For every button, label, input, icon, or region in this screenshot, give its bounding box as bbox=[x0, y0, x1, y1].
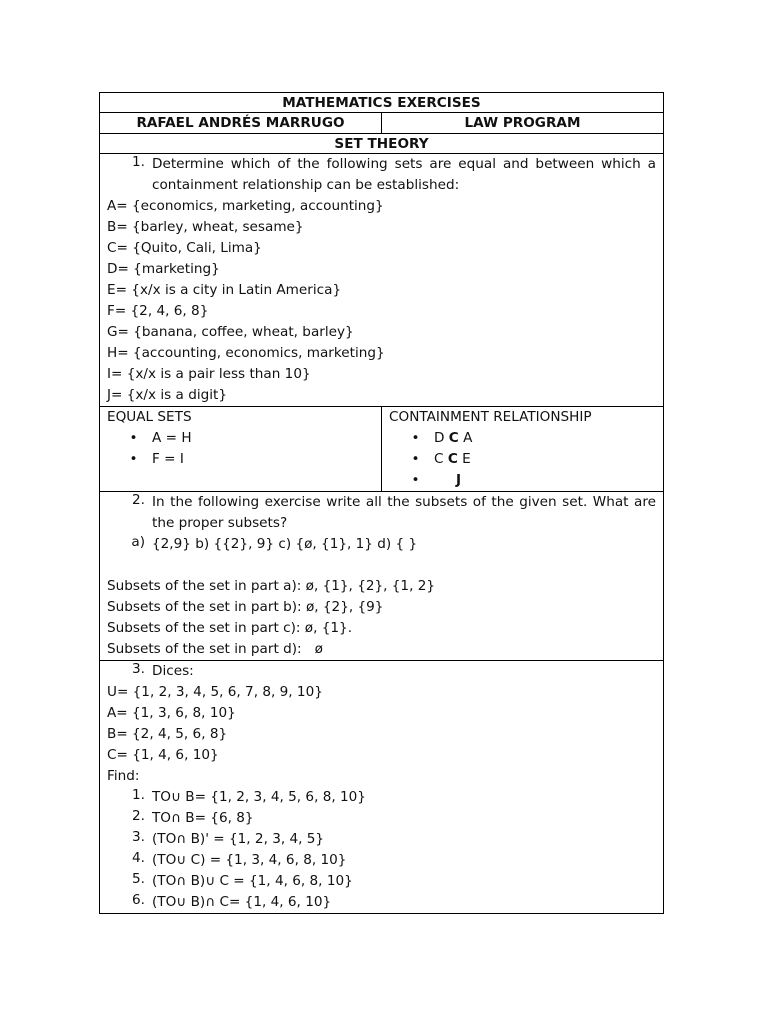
subpart-text: {2,9} b) {{2}, 9} c) {ø, {1}, 1} d) { } bbox=[152, 536, 418, 552]
exercise-2 bbox=[100, 492, 663, 661]
set-definition: H= {accounting, economics, marketing} bbox=[107, 345, 385, 361]
equal-sets-cell bbox=[100, 407, 381, 491]
exercise-1-prompt bbox=[107, 154, 656, 196]
operation-item bbox=[107, 829, 656, 850]
bullet-icon bbox=[389, 470, 434, 491]
exercise-3-prompt bbox=[107, 661, 656, 682]
containment-cell bbox=[381, 407, 663, 491]
operation-number: 1. bbox=[132, 787, 145, 803]
operation-text: (TO∪ C) = {1, 3, 4, 6, 8, 10} bbox=[152, 852, 347, 868]
operation-number: 6. bbox=[132, 892, 145, 908]
find-label: Find: bbox=[107, 768, 140, 784]
subpart-label: a) bbox=[131, 534, 145, 550]
bullet-icon bbox=[389, 449, 434, 470]
set-definition: C= {Quito, Cali, Lima} bbox=[107, 240, 262, 256]
exercise-2-subpart bbox=[107, 534, 656, 555]
operation-item bbox=[107, 871, 656, 892]
operation-item bbox=[107, 892, 656, 913]
operation-number: 2. bbox=[132, 808, 145, 824]
list-item bbox=[389, 470, 656, 491]
operation-item bbox=[107, 787, 656, 808]
exercise-prompt-text: Determine which of the following sets are equal and between which a containment relationship can be established: bbox=[152, 156, 656, 193]
list-item bbox=[389, 428, 656, 449]
set-definition: I= {x/x is a pair less than 10} bbox=[107, 366, 311, 382]
set-definition: U= {1, 2, 3, 4, 5, 6, 7, 8, 9, 10} bbox=[107, 684, 323, 700]
subset-left: D bbox=[434, 430, 445, 446]
set-definition: E= {x/x is a city in Latin America} bbox=[107, 282, 342, 298]
exercise-number: 2. bbox=[132, 492, 145, 508]
operation-text: TO∩ B= {6, 8} bbox=[152, 810, 254, 826]
author-name: RAFAEL ANDRÉS MARRUGO bbox=[136, 115, 345, 131]
subset-symbol: C bbox=[448, 430, 459, 446]
program-name: LAW PROGRAM bbox=[381, 113, 663, 133]
equal-sets-heading: EQUAL SETS bbox=[107, 409, 192, 425]
subset-answer: Subsets of the set in part d): ø bbox=[107, 641, 323, 657]
containment-heading: CONTAINMENT RELATIONSHIP bbox=[389, 409, 592, 425]
exercise-prompt-text: Dices: bbox=[152, 663, 194, 679]
operation-item bbox=[107, 850, 656, 871]
containment-pair bbox=[434, 428, 472, 449]
set-definition: D= {marketing} bbox=[107, 261, 220, 277]
subset-symbol: C bbox=[447, 451, 458, 467]
subset-symbol: J bbox=[456, 472, 462, 488]
exercise-2-prompt bbox=[107, 492, 656, 534]
list-item bbox=[107, 428, 374, 449]
equal-set-pair: A = H bbox=[152, 430, 192, 446]
containment-pair bbox=[434, 470, 461, 491]
operation-number: 4. bbox=[132, 850, 145, 866]
operation-text: TO∪ B= {1, 2, 3, 4, 5, 6, 8, 10} bbox=[152, 789, 366, 805]
operation-text: (TO∩ B)' = {1, 2, 3, 4, 5} bbox=[152, 831, 325, 847]
exercise-document bbox=[99, 92, 664, 914]
topic-title: SET THEORY bbox=[100, 134, 663, 154]
subset-right: A bbox=[463, 430, 473, 446]
exercise-number: 3. bbox=[132, 661, 145, 677]
set-definition: A= {1, 3, 6, 8, 10} bbox=[107, 705, 236, 721]
bullet-icon bbox=[107, 428, 152, 449]
list-item bbox=[107, 449, 374, 470]
subset-answer: Subsets of the set in part a): ø, {1}, {2}, {1, 2} bbox=[107, 578, 436, 594]
bullet-icon bbox=[107, 449, 152, 470]
author-program-row bbox=[100, 113, 663, 134]
equal-set-pair: F = I bbox=[152, 451, 184, 467]
exercise-1 bbox=[100, 154, 663, 407]
set-definition: F= {2, 4, 6, 8} bbox=[107, 303, 209, 319]
exercise-3 bbox=[100, 661, 663, 913]
list-item bbox=[389, 449, 656, 470]
set-definition: C= {1, 4, 6, 10} bbox=[107, 747, 219, 763]
set-definition: B= {barley, wheat, sesame} bbox=[107, 219, 304, 235]
set-definition: J= {x/x is a digit} bbox=[107, 387, 227, 403]
bullet-icon bbox=[389, 428, 434, 449]
set-definition: B= {2, 4, 5, 6, 8} bbox=[107, 726, 228, 742]
document-title: MATHEMATICS EXERCISES bbox=[100, 93, 663, 113]
exercise-prompt-text: In the following exercise write all the subsets of the given set. What are the proper subsets? bbox=[152, 494, 656, 531]
operation-item bbox=[107, 808, 656, 829]
subset-left: C bbox=[434, 451, 444, 467]
subset-answer: Subsets of the set in part c): ø, {1}. bbox=[107, 620, 353, 636]
operation-text: (TO∩ B)∪ C = {1, 4, 6, 8, 10} bbox=[152, 873, 353, 889]
operation-number: 3. bbox=[132, 829, 145, 845]
exercise-1-answers bbox=[100, 407, 663, 492]
containment-pair bbox=[434, 449, 471, 470]
operation-text: (TO∪ B)∩ C= {1, 4, 6, 10} bbox=[152, 894, 332, 910]
set-definition: G= {banana, coffee, wheat, barley} bbox=[107, 324, 354, 340]
subset-answer: Subsets of the set in part b): ø, {2}, {9} bbox=[107, 599, 384, 615]
subset-right: E bbox=[462, 451, 471, 467]
operation-number: 5. bbox=[132, 871, 145, 887]
exercise-number: 1. bbox=[132, 154, 145, 170]
set-definition: A= {economics, marketing, accounting} bbox=[107, 198, 384, 214]
